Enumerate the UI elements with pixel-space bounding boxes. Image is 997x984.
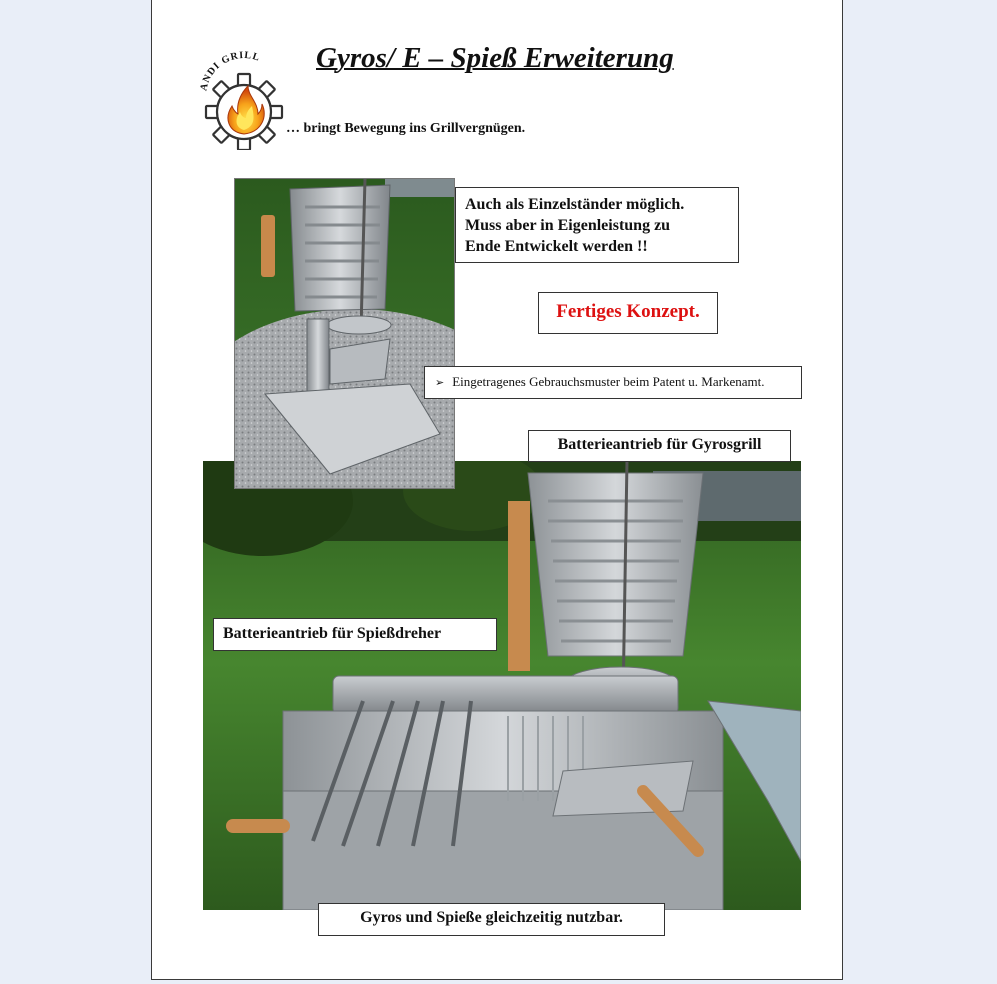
grill-combined-photo: [203, 461, 801, 910]
tagline: … bringt Bewegung ins Grillvergnügen.: [286, 121, 526, 136]
standalone-note-line-1: Auch als Einzelständer möglich.: [465, 196, 685, 213]
logo-arc-text: ANDI GRILL: [198, 50, 262, 92]
combined-use-caption: Gyros und Spieße gleichzeitig nutzbar.: [318, 903, 665, 936]
standalone-note-line-3: Ende Entwickelt werden !!: [465, 238, 648, 255]
grill-combined-illustration: [203, 461, 801, 910]
standalone-note: [455, 187, 739, 263]
standalone-stand-photo: [234, 178, 455, 489]
standalone-note-line-2: Muss aber in Eigenleistung zu: [465, 217, 671, 234]
patent-note: [424, 366, 802, 399]
patent-note-text: Eingetragenes Gebrauchsmuster beim Patent u. Markenamt.: [452, 374, 765, 389]
gear-flame-icon: [198, 50, 290, 150]
andi-grill-logo: [198, 50, 290, 150]
standalone-stand-illustration: [235, 179, 455, 489]
skewer-drive-label: Batterieantrieb für Spießdreher: [213, 618, 497, 651]
arrow-bullet-icon: ➢: [435, 377, 445, 389]
gyros-drive-label: Batterieantrieb für Gyrosgrill: [528, 430, 791, 462]
page-title: Gyros/ E – Spieß Erweiterung: [316, 42, 674, 74]
concept-badge: Fertiges Konzept.: [538, 292, 718, 334]
